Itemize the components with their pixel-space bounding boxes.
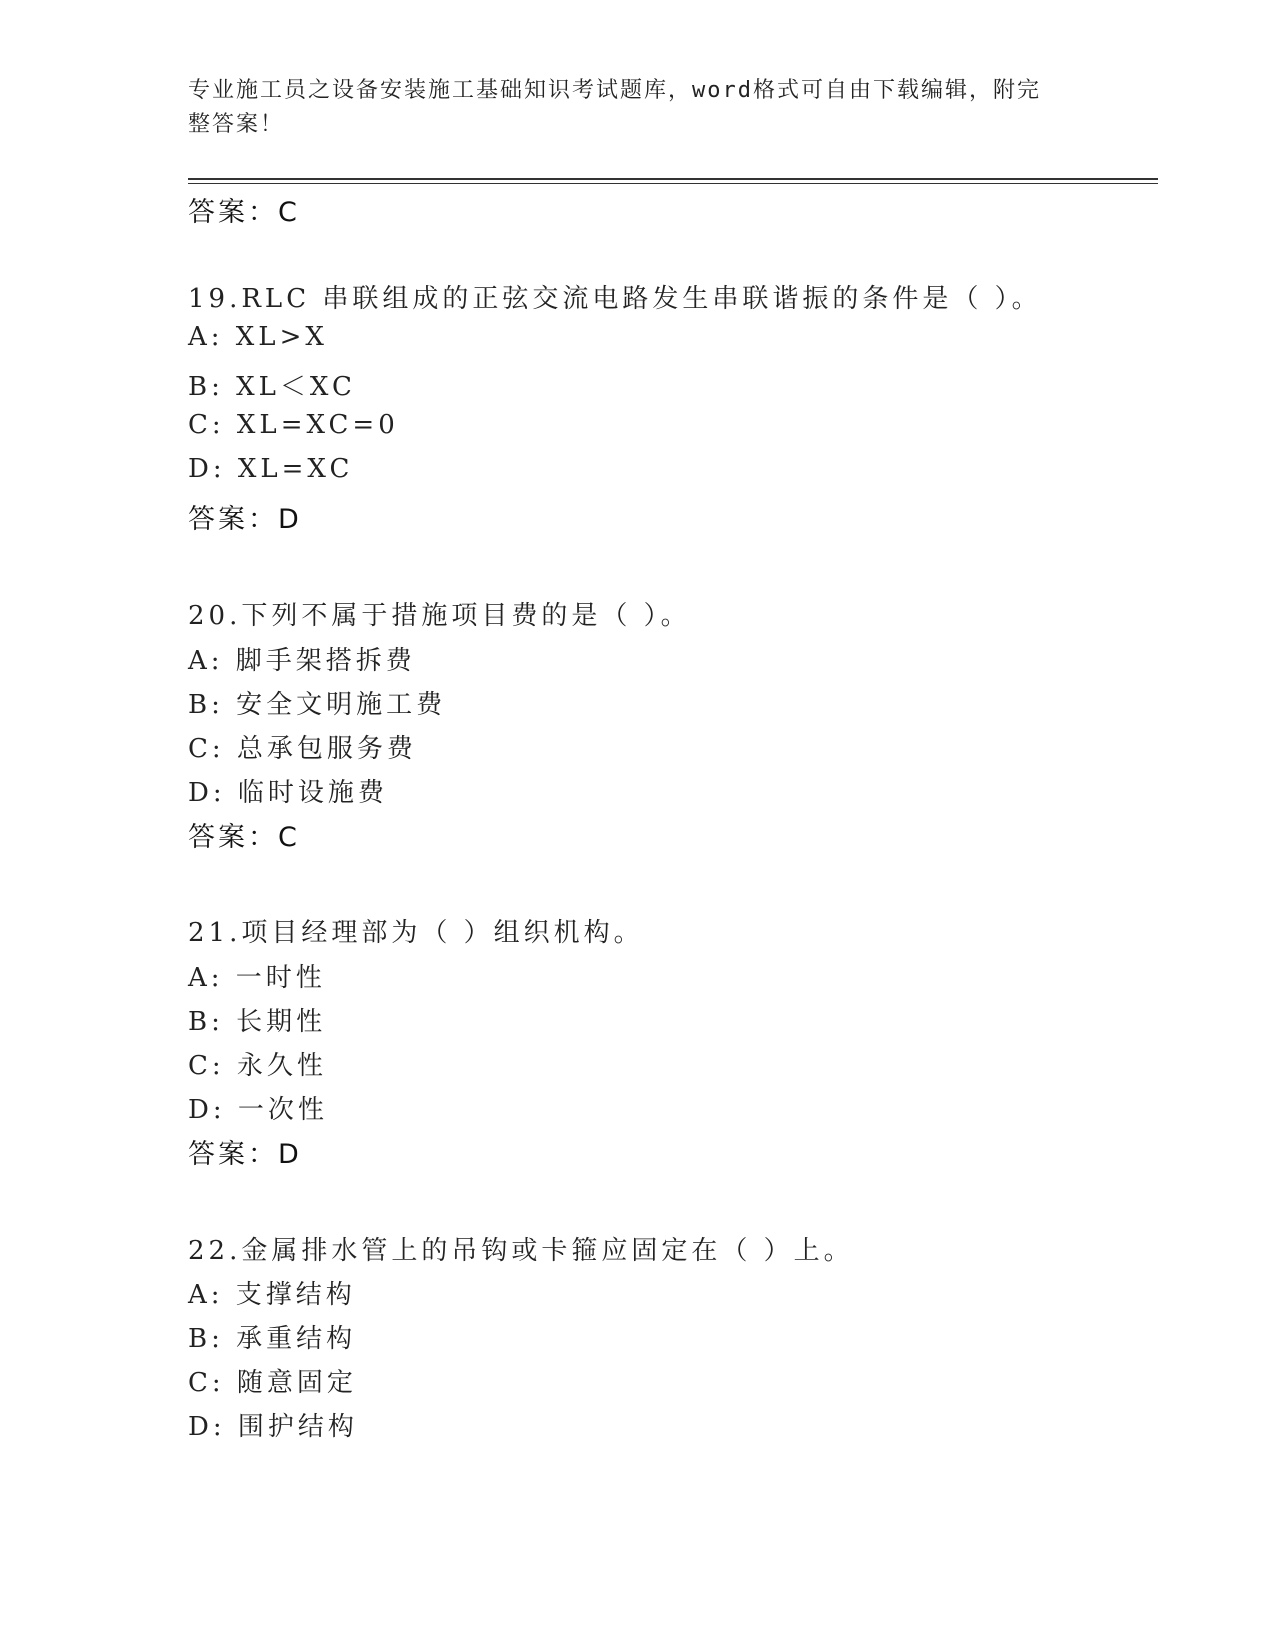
question-19-option-c: C: XL=XC=0	[188, 410, 399, 440]
question-21-stem: 21.项目经理部为（ ）组织机构。	[188, 918, 644, 948]
question-19-option-b: B: XL＜XC	[188, 372, 356, 402]
question-21-option-c: C: 永久性	[188, 1051, 327, 1081]
question-19-answer: 答案：D	[188, 504, 302, 535]
header-divider-thick	[188, 178, 1158, 180]
question-19-stem: 19.RLC 串联组成的正弦交流电路发生串联谐振的条件是（ ）。	[188, 284, 1042, 314]
question-22-option-b: B: 承重结构	[188, 1324, 357, 1354]
question-19-option-d: D: XL=XC	[188, 454, 354, 484]
header-line-1: 专业施工员之设备安装施工基础知识考试题库，word格式可自由下载编辑，附完	[188, 78, 1041, 103]
question-20-option-b: B: 安全文明施工费	[188, 690, 447, 720]
question-22-option-d: D: 围护结构	[188, 1412, 358, 1442]
header-line-2: 整答案！	[188, 112, 285, 137]
question-22-stem: 22.金属排水管上的吊钩或卡箍应固定在（ ）上。	[188, 1236, 854, 1266]
document-header	[188, 74, 1088, 142]
question-21-option-b: B: 长期性	[188, 1007, 327, 1037]
question-21-option-d: D: 一次性	[188, 1095, 328, 1125]
question-20-option-d: D: 临时设施费	[188, 778, 388, 808]
question-20-option-c: C: 总承包服务费	[188, 734, 417, 764]
question-20-answer: 答案：C	[188, 822, 300, 853]
question-19-option-a: A: XL>X	[188, 322, 328, 352]
header-divider-thin	[188, 183, 1158, 184]
question-22-option-a: A: 支撑结构	[188, 1280, 356, 1310]
question-21-answer: 答案：D	[188, 1139, 302, 1170]
answer-previous: 答案：C	[188, 197, 300, 228]
question-20-stem: 20.下列不属于措施项目费的是（ ）。	[188, 601, 691, 631]
question-21-option-a: A: 一时性	[188, 963, 326, 993]
question-22-option-c: C: 随意固定	[188, 1368, 357, 1398]
question-20-option-a: A: 脚手架搭拆费	[188, 646, 416, 676]
